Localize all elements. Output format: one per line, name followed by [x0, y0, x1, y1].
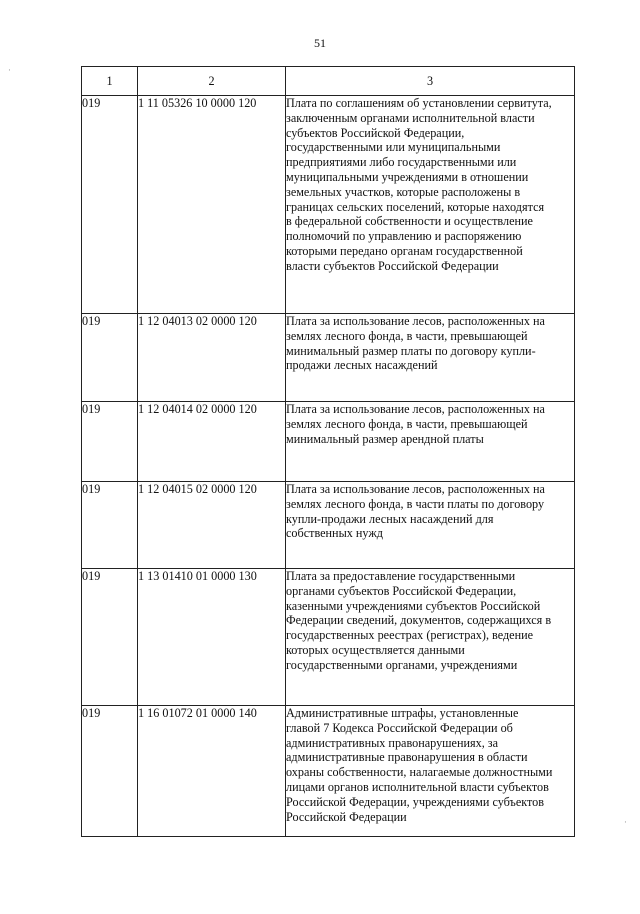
description-line: Плата за использование лесов, расположенных на	[286, 482, 545, 496]
table-row	[82, 314, 575, 402]
table-row	[82, 569, 575, 706]
admin-code-cell: 019	[82, 706, 138, 837]
description-line: которыми передано органам государственной	[286, 243, 523, 258]
description-line: административных правонарушениях, за	[286, 735, 499, 750]
description-line: заключенным органами исполнительной власти	[286, 110, 535, 125]
description-line: лицами органов исполнительной власти субъектов	[286, 779, 549, 794]
description-line: минимальный размер платы по договору купли-	[286, 343, 536, 358]
table-header-row	[82, 67, 575, 96]
scan-mark: ·	[624, 818, 627, 828]
description-line: главой 7 Кодекса Российской Федерации об	[286, 720, 513, 735]
description-line: купли-продажи лесных насаждений для	[286, 511, 494, 526]
description-cell	[286, 706, 575, 837]
description-line: предприятиями либо государственными или	[286, 155, 517, 170]
description-line: казенными учреждениями субъектов Российской	[286, 598, 541, 613]
header-col-2: 2	[138, 67, 286, 96]
table-row	[82, 96, 575, 314]
description-line: Федерации сведений, документов, содержащихся в	[286, 613, 552, 628]
description-line: границах сельских поселений, которые находятся	[286, 199, 545, 214]
table-row	[82, 402, 575, 482]
description-line: Российской Федерации	[286, 809, 407, 824]
description-line: власти субъектов Российской Федерации	[286, 258, 499, 273]
description-line: собственных нужд	[286, 526, 383, 541]
description-line: государственных реестрах (регистрах), ведение	[286, 628, 534, 643]
budget-code-cell: 1 11 05326 10 0000 120	[138, 96, 286, 314]
header-col-1: 1	[82, 67, 138, 96]
description-line: административные правонарушения в области	[286, 750, 528, 765]
budget-code-cell: 1 12 04015 02 0000 120	[138, 482, 286, 569]
description-line: охраны собственности, налагаемые должностными	[286, 765, 553, 780]
description-cell	[286, 402, 575, 482]
budget-code-cell: 1 13 01410 01 0000 130	[138, 569, 286, 706]
budget-code-cell: 1 16 01072 01 0000 140	[138, 706, 286, 837]
table-row	[82, 482, 575, 569]
description-line: землях лесного фонда, в части, превышающей	[286, 328, 528, 343]
description-line: земельных участков, которые расположены в	[286, 184, 521, 199]
description-line: Плата за использование лесов, расположенных на	[286, 314, 545, 328]
admin-code-cell: 019	[82, 96, 138, 314]
description-line: государственными органами, учреждениями	[286, 657, 518, 672]
description-line: субъектов Российской Федерации,	[286, 125, 465, 140]
description-line: государственными или муниципальными	[286, 140, 501, 155]
description-cell	[286, 482, 575, 569]
admin-code-cell: 019	[82, 569, 138, 706]
description-line: муниципальными учреждениями в отношении	[286, 169, 529, 184]
table-row	[82, 706, 575, 837]
admin-code-cell: 019	[82, 482, 138, 569]
admin-code-cell: 019	[82, 314, 138, 402]
description-line: минимальный размер арендной платы	[286, 431, 484, 446]
budget-code-cell: 1 12 04013 02 0000 120	[138, 314, 286, 402]
description-line: землях лесного фонда, в части, превышающей	[286, 416, 528, 431]
description-line: продажи лесных насаждений	[286, 358, 438, 373]
description-line: Административные штрафы, установленные	[286, 706, 519, 720]
description-line: Плата за предоставление государственными	[286, 569, 516, 583]
description-cell	[286, 96, 575, 314]
description-line: Плата по соглашениям об установлении сервитута,	[286, 96, 552, 110]
description-line: полномочий по управлению и распоряжению	[286, 229, 522, 244]
description-line: Российской Федерации, учреждениями субъектов	[286, 794, 545, 809]
scan-mark: ·	[8, 66, 11, 76]
description-line: землях лесного фонда, в части платы по договору	[286, 496, 545, 511]
page-number: 51	[314, 36, 326, 50]
description-cell	[286, 314, 575, 402]
description-cell	[286, 569, 575, 706]
description-line: в федеральной собственности и осуществление	[286, 214, 533, 229]
description-line: которых осуществляется данными	[286, 642, 465, 657]
description-line: Плата за использование лесов, расположенных на	[286, 402, 545, 416]
budget-code-cell: 1 12 04014 02 0000 120	[138, 402, 286, 482]
header-col-3: 3	[286, 67, 575, 96]
description-line: органами субъектов Российской Федерации,	[286, 583, 517, 598]
revenue-codes-table	[81, 66, 575, 837]
admin-code-cell: 019	[82, 402, 138, 482]
